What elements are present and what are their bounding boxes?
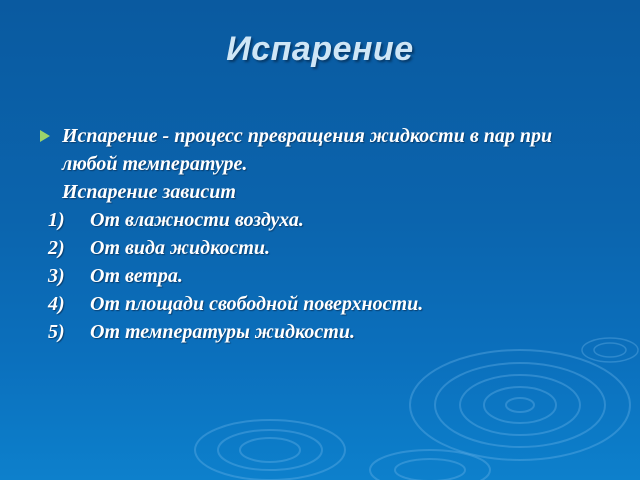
slide-title: Испарение [226,30,414,68]
list-item-text: От влажности воздуха. [90,209,304,231]
list-item-text: От ветра. [90,265,183,287]
factor-list [40,206,610,346]
list-number: 2) [48,237,65,259]
list-item [40,234,610,262]
list-item-text: От температуры жидкости. [90,321,355,343]
list-number: 4) [48,293,65,315]
list-item [40,206,610,234]
depends-heading: Испарение зависит [62,181,236,203]
list-item [40,262,610,290]
bullet-arrow-icon [40,130,50,142]
list-item [40,290,610,318]
list-number: 5) [48,321,65,343]
definition-text: Испарение - процесс превращения жидкости в пар при любой температуре. [62,125,553,175]
definition-bullet [40,122,610,178]
slide-body [40,122,610,346]
list-number: 1) [48,209,65,231]
list-item-text: От вида жидкости. [90,237,270,259]
list-item-text: От площади свободной поверхности. [90,293,424,315]
list-number: 3) [48,265,65,287]
list-item [40,318,610,346]
